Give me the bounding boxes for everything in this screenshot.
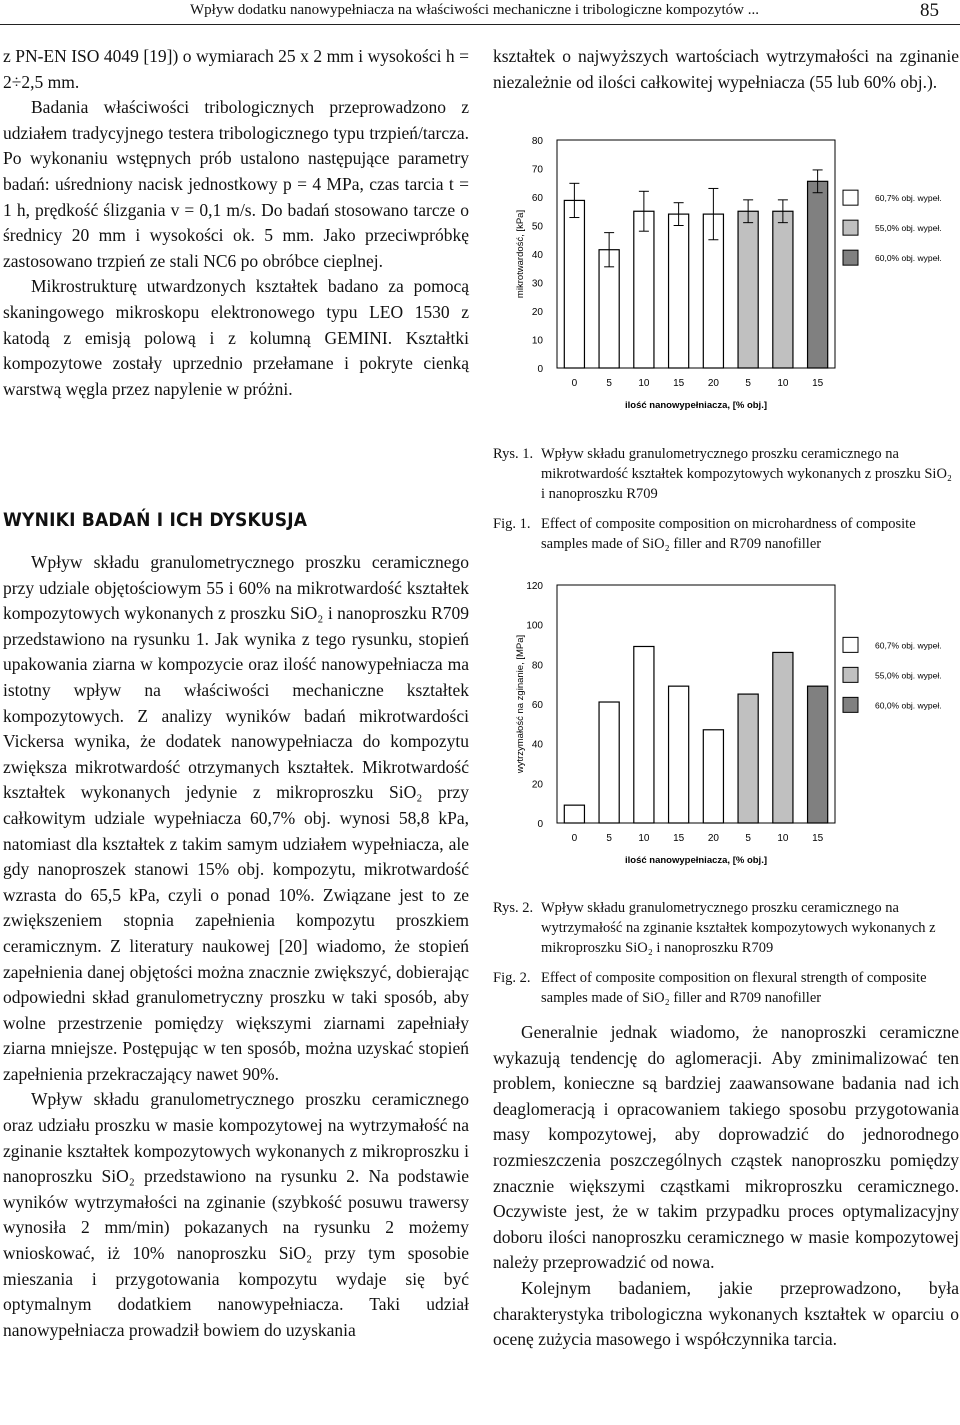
left-column-bottom [3,550,469,1343]
section-heading: WYNIKI BADAŃ I ICH DYSKUSJA [3,509,308,531]
paragraph: Badania właściwości tribologicznych przeprowadzono z udziałem tradycyjnego testera tribologicznego typu trzpień/tarcza. Po wykonaniu wstępnych prób ustalono następujące parametry badań: uśredniony nacisk jednostkowy p = 4 MPa, czas tarcia t = 1 h, prędkość ślizgania v = 0,1 m/s. Do badań stosowano tarcze o średnicy 20 mm i wysokości ok. 5 mm. Jako przeciwpróbkę zastosowano trzpień ze stali NC6 po obróbce cieplnej. [3,97,469,271]
paragraph: Wpływ składu granulometrycznego proszku ceramicznego oraz udziału proszku w masie kompozytowej na wytrzymałość na zginanie kształtek kompozytowych wykonanych z mikroproszku i nanoproszku SiO₂ przedstawiono na rysunku 2. Na podstawie wyników wytrzymałości na zginanie (szybkość posuwu trawersy wynosiła 2 mm/min) pokazanych na rysunku 2 możemy wnioskować, iż 10% nanoproszku SiO₂ przy tym sposobie mieszania i przygotowania kompozytu wydaje się być optymalnym dodatkiem nanowypełniacza. Taki udział nanowypełniacza prowadził bowiem do uzyskania [3,1089,469,1340]
x-tick-label: 5 [745,378,751,389]
bar [773,211,793,368]
paragraph: Mikrostrukturę utwardzonych kształtek badano za pomocą skaningowego mikroskopu elektronowego typu LEO 1530 z katodą z emisją polową i z kolumną GEMINI. Kształtki kompozytowe zostały uprzednio przełamane i pokryte cienką warstwą węgla przez napylenie w próżni. [3,276,469,399]
bar [634,646,654,823]
x-tick-label: 5 [745,833,751,844]
y-tick-label: 20 [531,307,543,318]
legend-swatch [843,697,858,712]
bar [669,686,689,823]
x-tick-label: 20 [707,378,719,389]
bar [599,702,619,823]
y-tick-label: 100 [526,620,543,632]
y-tick-label: 80 [531,136,543,147]
running-title: Wpływ dodatku nanowypełniacza na właściwości mechaniczne i tribologiczne kompozytów ... [190,2,759,18]
x-axis-label: ilość nanowypełniacza, [% obj.] [625,855,767,866]
x-tick-label: 15 [673,378,685,389]
figure-2-chart [505,575,960,880]
bar [703,730,723,823]
y-tick-label: 20 [531,779,543,791]
right-column-bottom [493,1020,959,1353]
paragraph: z PN-EN ISO 4049 [19]) o wymiarach 25 x 2 mm i wysokości h = 2÷2,5 mm. [3,46,469,92]
y-tick-label: 60 [531,193,543,204]
figure-2-caption [493,898,959,1008]
x-tick-label: 15 [812,378,824,389]
bar [669,214,689,368]
bar [808,181,828,368]
y-tick-label: 10 [531,335,543,347]
right-column-top [493,44,959,95]
x-tick-label: 0 [571,378,578,389]
legend-label: 60,7% obj. wypeł. [875,640,942,651]
figure-1-chart [505,130,960,425]
figure-1-caption [493,444,959,554]
flexural-strength-bar-chart [505,575,960,875]
legend-swatch [843,667,858,682]
left-column-top [3,44,469,402]
x-tick-label: 10 [777,378,789,389]
bar [773,652,793,823]
bar [738,211,758,368]
y-tick-label: 70 [531,164,543,176]
x-tick-label: 5 [606,833,612,844]
caption-text: Wpływ składu granulometrycznego proszku ceramicznego na wytrzymałość na zginanie kształtek kompozytowych wykonanych z mikroproszku SiO₂ i nanoproszku R709 [541,900,936,956]
caption-label: Rys. 2. [493,900,534,916]
x-tick-label: 5 [606,378,612,389]
caption-text: Effect of composite composition on flexural strength of composite samples made of SiO₂ filler and R709 nanofiller [541,970,927,1006]
microhardness-bar-chart [505,130,960,420]
caption-text: Wpływ składu granulometrycznego proszku ceramicznego na mikrotwardość kształtek kompozytowych wykonanych z proszku SiO₂ i nanoproszku R709 [541,446,952,502]
running-header [0,0,960,28]
bar [634,211,654,368]
bar [808,686,828,823]
bar [564,805,584,823]
paragraph: Generalnie jednak wiadomo, że nanoproszki ceramiczne wykazują tendencję do aglomeracji. Aby zminimalizować ten problem, konieczne są bardziej zaawansowane badania nad ich deaglomeracją i opracowaniem takiego sposobu przygotowania masy kompozytowej, aby doprowadzić do jednorodnego rozmieszczenia poszczególnych cząstek nanoproszku pomiędzy znacznie większymi cząstkami mikroproszku ceramicznego. Oczywiste jest, że w takim przypadku proces optymalizacyjny doboru ilości nanoproszku ceramicznego w masie kompozytowej należy przeprowadzić od nowa. [493,1022,959,1273]
paragraph: kształtek o najwyższych wartościach wytrzymałości na zginanie niezależnie od ilości całkowitej wypełniacza (55 lub 60% obj.). [493,46,959,92]
x-tick-label: 10 [638,833,650,844]
x-tick-label: 15 [812,833,824,844]
legend-label: 55,0% obj. wypeł. [875,670,942,681]
y-axis-label: wytrzymałość na zginanie, [MPa] [515,634,526,774]
legend-label: 60,0% obj. wypeł. [875,700,942,711]
y-tick-label: 30 [531,278,543,290]
x-axis-label: ilość nanowypełniacza, [% obj.] [625,400,767,411]
y-tick-label: 50 [531,221,543,233]
x-tick-label: 0 [571,833,578,844]
paragraph: Wpływ składu granulometrycznego proszku ceramicznego przy udziale objętościowym 55 i 60% na mikrotwardość kształtek kompozytowych wykonanych z proszku SiO₂ i nanoproszku R709 przedstawiono na rysunku 1. Jak wynika z tego rysunku, stopień upakowania ziarna w kompozycie oraz ilość nanowypełniacza ma istotny wpływ na właściwości mechaniczne kształtek kompozytowych. Z analizy wyników badań mikrotwardości Vickersa wynika, że dodatek nanowypełniacza do kompozytu zwiększa mikrotwardość otrzymanych kształtek. Mikrotwardość kształtek wykonanych jedynie z mikroproszku SiO₂ przy całkowitym udziale wypełniacza 60,7% obj. wynosi 58,8 kPa, natomiast dla kształtek z takim samym udziałem wypełniacza, ale gdy nanoproszek stanowi 15% obj. kompozytu, mikrotwardość wzrasta do 65,5 kPa, czyli o ponad 10%. Związane jest to ze zwiększeniem stopnia zapełnienia kompozytu proszkiem ceramicznym. Z literatury naukowej [20] wiadomo, że stopień zapełnienia danej objętości można znacznie zwiększyć, dobierając odpowiedni skład granulometryczny proszku w taki sposób, aby wolne przestrzenie pomiędzy większymi ziarnami zapełniały ziarna mniejsze. Postępując w ten sposób, można uzyskać stopień zapełnienia przekraczający nawet 90%. [3,552,469,1084]
x-tick-label: 10 [638,378,650,389]
legend-label: 60,7% obj. wypeł. [875,193,942,204]
legend-swatch [843,637,858,652]
paragraph: Kolejnym badaniem, jakie przeprowadzono, była charakterystyka tribologiczna wykonanych kształtek w oparciu o ocenę zużycia masowego i współczynnika tarcia. [493,1277,959,1350]
legend-label: 55,0% obj. wypeł. [875,223,942,234]
legend-label: 60,0% obj. wypeł. [875,253,942,264]
y-tick-label: 120 [526,581,543,592]
page-number: 85 [920,0,939,21]
bar [599,250,619,368]
caption-text: Effect of composite composition on microhardness of composite samples made of SiO₂ filler and R709 nanofiller [541,516,916,552]
x-tick-label: 10 [777,833,789,844]
y-tick-label: 40 [531,739,543,751]
header-rule [0,24,960,25]
x-tick-label: 20 [707,833,719,844]
y-tick-label: 40 [531,250,543,261]
caption-label: Fig. 1. [493,516,531,532]
legend-swatch [843,220,858,235]
y-tick-label: 0 [537,364,543,375]
y-tick-label: 60 [531,700,543,711]
y-tick-label: 0 [537,819,543,830]
caption-label: Fig. 2. [493,970,531,986]
x-tick-label: 15 [673,833,685,844]
bar [738,694,758,823]
legend-swatch [843,190,858,205]
y-tick-label: 80 [531,660,543,672]
caption-label: Rys. 1. [493,446,534,462]
legend-swatch [843,250,858,265]
y-axis-label: mikrotwardość, [kPa] [515,209,526,299]
bar [564,200,584,368]
